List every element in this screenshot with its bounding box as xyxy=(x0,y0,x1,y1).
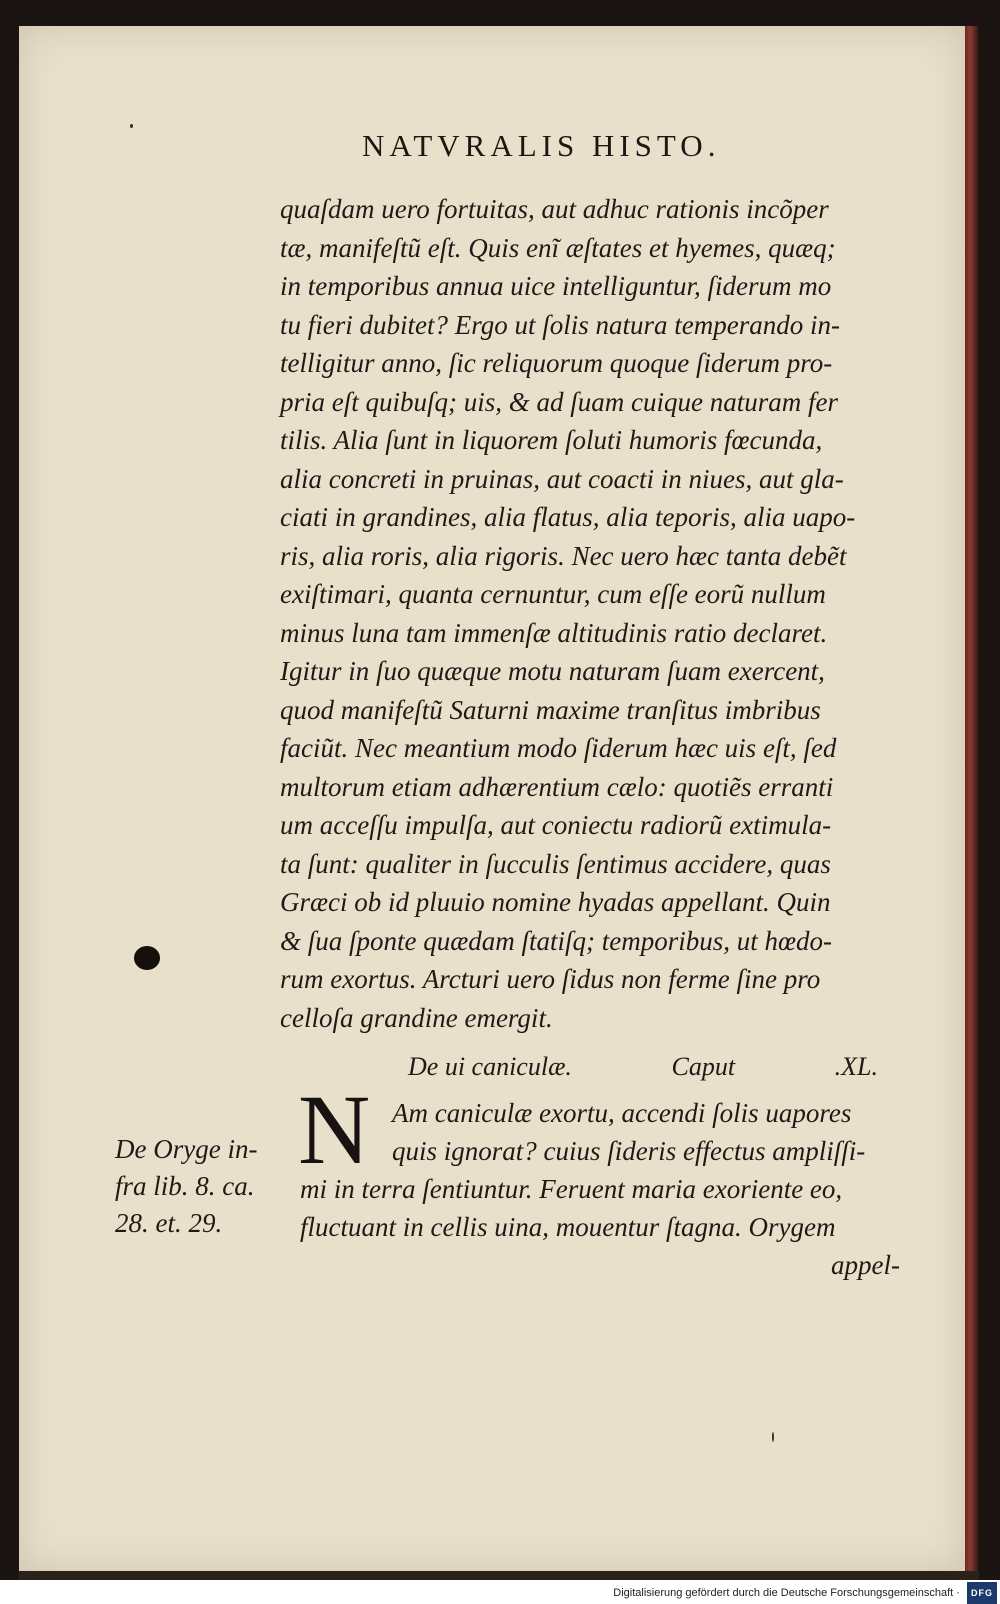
page-edge-binding xyxy=(965,26,978,1571)
text-line: um acceſſu impulſa, aut coniectu radiorũ extimula- xyxy=(280,810,832,840)
text-line: fluctuant in cellis uina, mouentur ſtagna. Orygem xyxy=(300,1212,836,1242)
footer-credit-text: Digitalisierung gefördert durch die Deutsche Forschungsgemeinschaft · xyxy=(613,1587,960,1599)
text-line: mi in terra ſentiuntur. Feruent maria exoriente eo, xyxy=(300,1174,843,1204)
margin-note-line: fra lib. 8. ca. xyxy=(115,1171,255,1201)
text-line: exiſtimari, quanta cernuntur, cum eſſe eorũ nullum xyxy=(280,579,826,609)
text-line: ta ſunt: qualiter in ſucculis ſentimus accidere, quas xyxy=(280,848,831,879)
ink-blot xyxy=(134,946,160,970)
dfg-logo: DFG xyxy=(967,1582,997,1604)
margin-note xyxy=(115,1131,295,1242)
footer-credit xyxy=(0,1582,1000,1602)
drop-cap: N xyxy=(298,1074,371,1185)
chapter-label: Caput xyxy=(671,1052,736,1081)
text-line: ciati in grandines, alia flatus, alia teporis, alia uapo- xyxy=(280,502,856,532)
margin-note-line: De Oryge in- xyxy=(115,1134,258,1164)
running-head: NATVRALIS HISTO. xyxy=(362,128,721,163)
page-edge-bottom xyxy=(19,1571,979,1580)
text-line: tilis. Alia ſunt in liquorem ſoluti humoris fœcunda, xyxy=(280,425,823,455)
text-line: Igitur in ſuo quæque motu naturam ſuam exercent, xyxy=(280,656,825,686)
paper-speck xyxy=(772,1432,774,1442)
text-line: tu fieri dubitet? Ergo ut ſolis natura temperando in- xyxy=(280,309,840,340)
text-line: in temporibus annua uice intelliguntur, ſiderum mo xyxy=(280,271,832,301)
catchword: appel- xyxy=(831,1250,900,1280)
text-line: minus luna tam immenſæ altitudinis ratio declaret. xyxy=(280,617,828,648)
text-line: rum exortus. Arcturi uero ſidus non ferme ſine pro xyxy=(280,964,821,994)
chapter-number: .XL. xyxy=(834,1052,878,1081)
text-line: Am caniculæ exortu, accendi ſolis uapores xyxy=(392,1098,852,1128)
text-line: ris, alia roris, alia rigoris. Nec uero hæc tanta debẽt xyxy=(280,540,847,571)
text-line: & ſua ſponte quædam ſtatiſq; temporibus, ut hœdo- xyxy=(280,925,832,956)
text-line: quod manifeſtũ Saturni maxime tranſitus imbribus xyxy=(280,694,821,725)
text-line: alia concreti in pruinas, aut coacti in niues, aut gla- xyxy=(280,463,844,494)
text-line: tæ, manifeſtũ eſt. Quis enĩ æſtates et hyemes, quæq; xyxy=(280,232,836,263)
text-line: celloſa grandine emergit. xyxy=(280,1002,553,1033)
text-line: multorum etiam adhærentium cælo: quotiẽs erranti xyxy=(280,771,834,802)
margin-note-line: 28. et. 29. xyxy=(115,1208,223,1238)
paper-speck xyxy=(130,124,133,128)
chapter-heading xyxy=(408,1052,878,1082)
text-line: faciũt. Nec meantium modo ſiderum hæc uis eſt, ſed xyxy=(280,733,837,763)
text-line: quaſdam uero fortuitas, aut adhuc rationis incõper xyxy=(280,194,829,224)
text-line: Græci ob id pluuio nomine hyadas appellant. Quin xyxy=(280,887,831,917)
text-line: pria eſt quibuſq; uis, & ad ſuam cuique naturam fer xyxy=(280,386,838,417)
body-text xyxy=(280,190,920,1037)
chapter-text xyxy=(300,1094,920,1284)
text-line: telligitur anno, ſic reliquorum quoque ſiderum pro- xyxy=(280,348,833,378)
chapter-title: De ui caniculæ. xyxy=(408,1052,572,1081)
text-line: quis ignorat? cuius ſideris effectus ampliſſi- xyxy=(392,1136,866,1166)
